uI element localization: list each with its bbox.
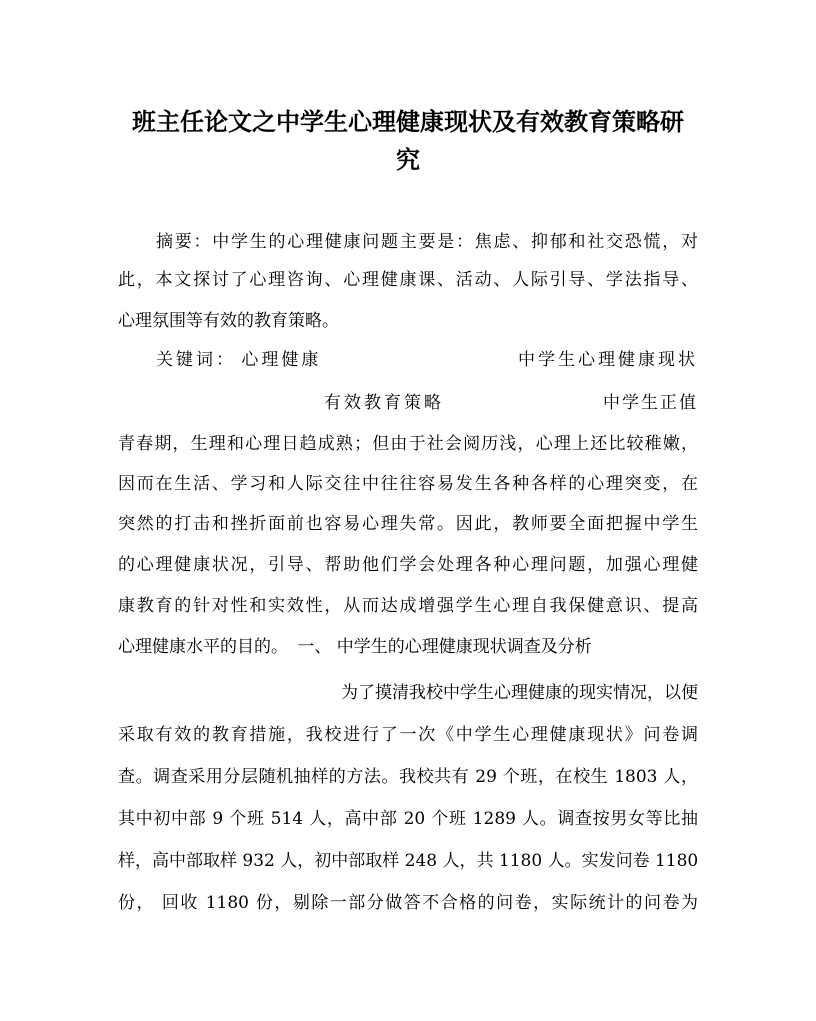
keywords-label: 关键词： [156, 350, 236, 370]
document-title [118, 103, 698, 179]
body-line-3: 突然的打击和挫折面前也容易心理失常。因此，教师要全面把握中学生 [118, 514, 698, 534]
section-line-4: 样，高中部取样 932 人，初中部取样 248 人，共 1180 人。实发问卷 1180 [118, 851, 698, 871]
keywords-line [156, 341, 698, 379]
body-line-6 [118, 628, 698, 666]
section-start: 为了摸清我校中学生心理健康的现实情况，以便 [341, 683, 698, 703]
section-line-3: 其中初中部 9 个班 514 人，高中部 20 个班 1289 人。调查按男女等比抽 [118, 809, 698, 829]
abstract-line-2: 此，本文探讨了心理咨询、心理健康课、活动、人际引导、学法指导、 [118, 270, 698, 290]
section-line-5: 份， 回收 1180 份，剔除一部分做答不合格的问卷，实际统计的问卷为 [118, 893, 698, 913]
section-line-0 [118, 674, 698, 712]
body-line-4: 的心理健康状况，引导、帮助他们学会处理各种心理问题，加强心理健 [118, 555, 698, 575]
keyword-1: 心理健康 [241, 350, 322, 370]
body-line-5: 康教育的针对性和实效性，从而达成增强学生心理自我保健意识、提高 [118, 596, 698, 616]
section-line-1: 采取有效的教育措施，我校进行了一次《中学生心理健康现状》问卷调 [118, 725, 698, 745]
keyword-2: 中学生心理健康现状 [518, 350, 698, 370]
body-last-line: 心理健康水平的目的。 [118, 637, 288, 657]
section-line-2: 查。调查采用分层随机抽样的方法。我校共有 29 个班，在校生 1803 人， [118, 767, 698, 787]
title-line-1: 班主任论文之中学生心理健康现状及有效教育策略研 [132, 107, 684, 136]
keyword-3: 有效教育策略 [324, 393, 444, 413]
keywords-line-2 [118, 384, 698, 422]
body-line-2: 因而在生活、学习和人际交往中往往容易发生各种各样的心理突变，在 [118, 474, 698, 494]
body-line-1: 青春期，生理和心理日趋成熟；但由于社会阅历浅，心理上还比较稚嫩， [118, 434, 698, 454]
abstract-line-3: 心理氛围等有效的教育策略。 [118, 311, 339, 331]
abstract-line-1: 摘要：中学生的心理健康问题主要是：焦虑、抑郁和社交恐慌，对 [156, 232, 698, 252]
body-start: 中学生正值 [603, 393, 698, 413]
title-line-2: 究 [396, 145, 420, 174]
section-heading: 一、 中学生的心理健康现状调查及分析 [297, 637, 592, 657]
